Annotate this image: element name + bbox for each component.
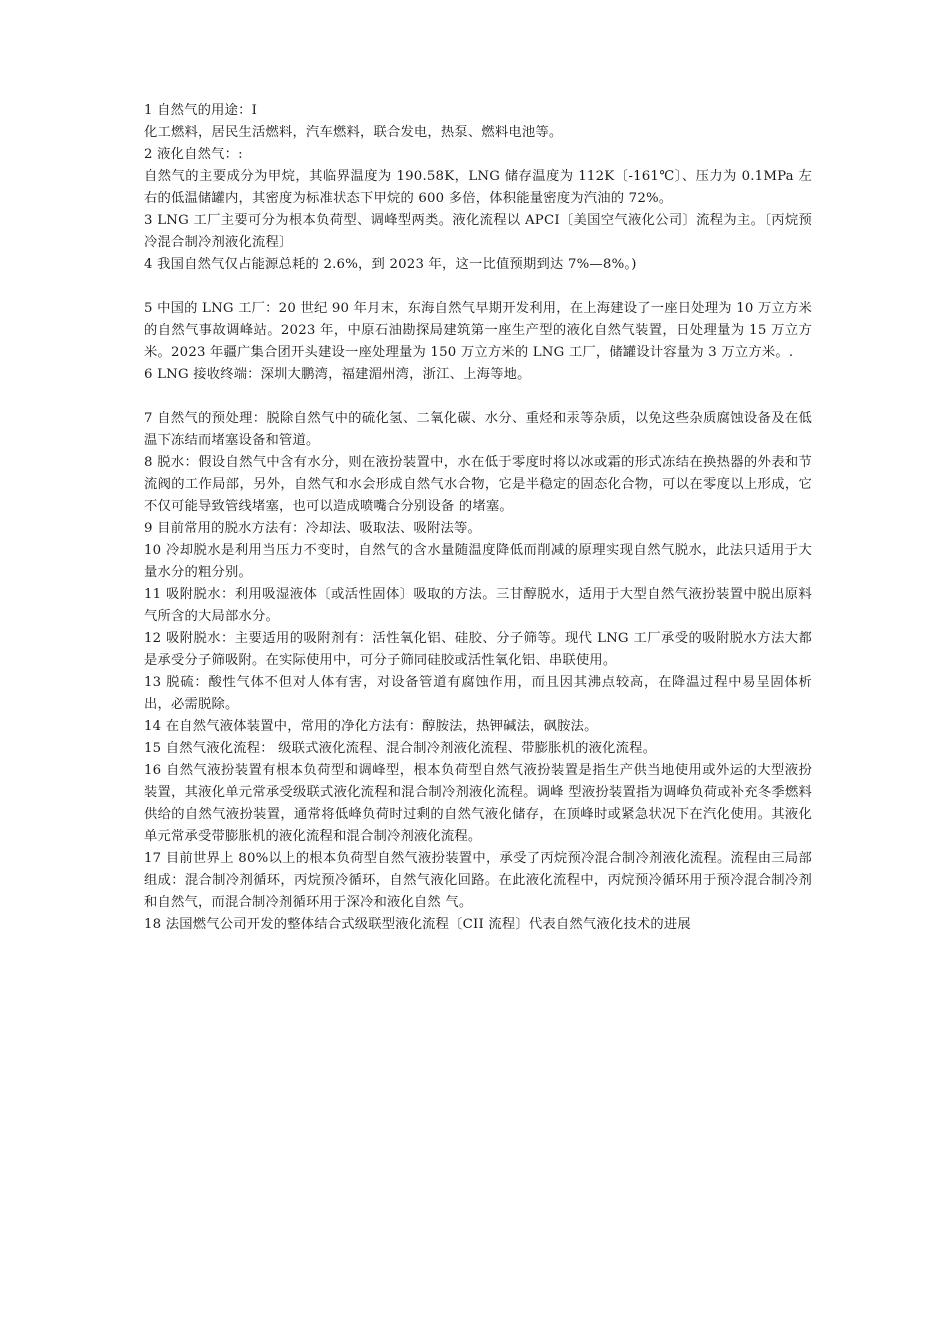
paragraph-10: 10 冷却脱水是利用当压力不变时，自然气的含水量随温度降低而削减的原理实现自然气脱水，此法只适用于大量水分的粗分别。	[144, 543, 812, 580]
paragraph-5: 5 中国的 LNG 工厂：20 世纪 90 年月末，东海自然气早期开发利用，在上海建设了一座日处理为 10 万立方米的自然气事故调峰站。2023 年，中原石油勘探局建筑第一座生产型的液化自然气装置，日处理量为 15 万立方米。2023 年疆广集合团开头建设一座处理量为 150 万立方米的 LNG 工厂，储罐设计容量为 3 万立方米。.	[144, 301, 812, 360]
paragraph-7: 7 自然气的预处理：脱除自然气中的硫化氢、二氧化碳、水分、重烃和汞等杂质，以免这些杂质腐蚀设备及在低温下冻结而堵塞设备和管道。	[144, 411, 812, 448]
paragraph-17: 17 目前世界上 80%以上的根本负荷型自然气液扮装置中，承受了丙烷预冷混合制冷剂液化流程。流程由三局部组成：混合制冷剂循环，丙烷预冷循环，自然气液化回路。在此液化流程中，丙烷预冷循环用于预冷混合制冷剂和自然气，而混合制冷剂循环用于深冷和液化自然 气。	[144, 851, 812, 910]
paragraph-8: 8 脱水：假设自然气中含有水分，则在液扮装置中，水在低于零度时将以冰或霜的形式冻结在换热器的外表和节流阀的工作局部，另外，自然气和水会形成自然气水合物，它是半稳定的固态化合物，可以在零度以上形成，它不仅可能导致管线堵塞，也可以造成喷嘴合分别设备 的堵塞。	[144, 455, 812, 514]
paragraph-16: 16 自然气液扮装置有根本负荷型和调峰型，根本负荷型自然气液扮装置是指生产供当地使用或外运的大型液扮装置，其液化单元常承受级联式液化流程和混合制冷剂液化流程。调峰 型液扮装置指为调峰负荷或补充冬季燃料供给的自然气液扮装置，通常将低峰负荷时过剩的自然气液化储存，在顶峰时或紧急状况下在汽化使用。其液化单元常承受带膨胀机的液化流程和混合制冷剂液化流程。	[144, 763, 812, 844]
paragraph-12: 12 吸附脱水：主要适用的吸附剂有：活性氧化铝、硅胶、分子筛等。现代 LNG 工厂承受的吸附脱水方法大都是承受分子筛吸附。在实际使用中，可分子筛同硅胶或活性氧化铝、串联使用。	[144, 631, 812, 668]
paragraph-1-body: 化工燃料，居民生活燃料，汽车燃料，联合发电，热泵、燃料电池等。	[144, 125, 563, 140]
paragraph-14: 14 在自然气液体装置中，常用的净化方法有：醇胺法，热钾碱法，砜胺法。	[144, 719, 598, 734]
paragraph-18: 18 法国燃气公司开发的整体结合式级联型液化流程〔CII 流程〕代表自然气液化技术的进展	[144, 917, 691, 932]
paragraph-4: 4 我国自然气仅占能源总耗的 2.6%，到 2023 年，这一比值预期到达 7%—8%。)	[144, 257, 637, 272]
paragraph-2-heading: 2 液化自然气：:	[144, 147, 243, 162]
paragraph-1-heading: 1 自然气的用途：I	[144, 103, 258, 118]
paragraph-2-body: 自然气的主要成分为甲烷，其临界温度为 190.58K，LNG 储存温度为 112K〔-161℃〕、压力为 0.1MPa 左右的低温储罐内，其密度为标准状态下甲烷的 600 多倍，体积能量密度为汽油的 72%。	[144, 169, 812, 206]
paragraph-15: 15 自然气液化流程： 级联式液化流程、混合制冷剂液化流程、带膨胀机的液化流程。	[144, 741, 657, 756]
paragraph-6: 6 LNG 接收终端：深圳大鹏湾，福建湄州湾，浙江、上海等地。	[144, 367, 531, 382]
paragraph-9: 9 目前常用的脱水方法有：冷却法、吸取法、吸附法等。	[144, 521, 482, 536]
document-body	[144, 100, 812, 936]
paragraph-13: 13 脱硫：酸性气体不但对人体有害，对设备管道有腐蚀作用，而且因其沸点较高，在降温过程中易呈固体析出，必需脱除。	[144, 675, 812, 712]
paragraph-gap	[144, 276, 812, 298]
paragraph-3: 3 LNG 工厂主要可分为根本负荷型、调峰型两类。液化流程以 APCI〔美国空气液化公司〕流程为主。〔丙烷预冷混合制冷剂液化流程〕	[144, 213, 812, 250]
paragraph-11: 11 吸附脱水：利用吸湿液体〔或活性固体〕吸取的方法。三甘醇脱水，适用于大型自然气液扮装置中脱出原料气所含的大局部水分。	[144, 587, 812, 624]
paragraph-gap	[144, 386, 812, 408]
